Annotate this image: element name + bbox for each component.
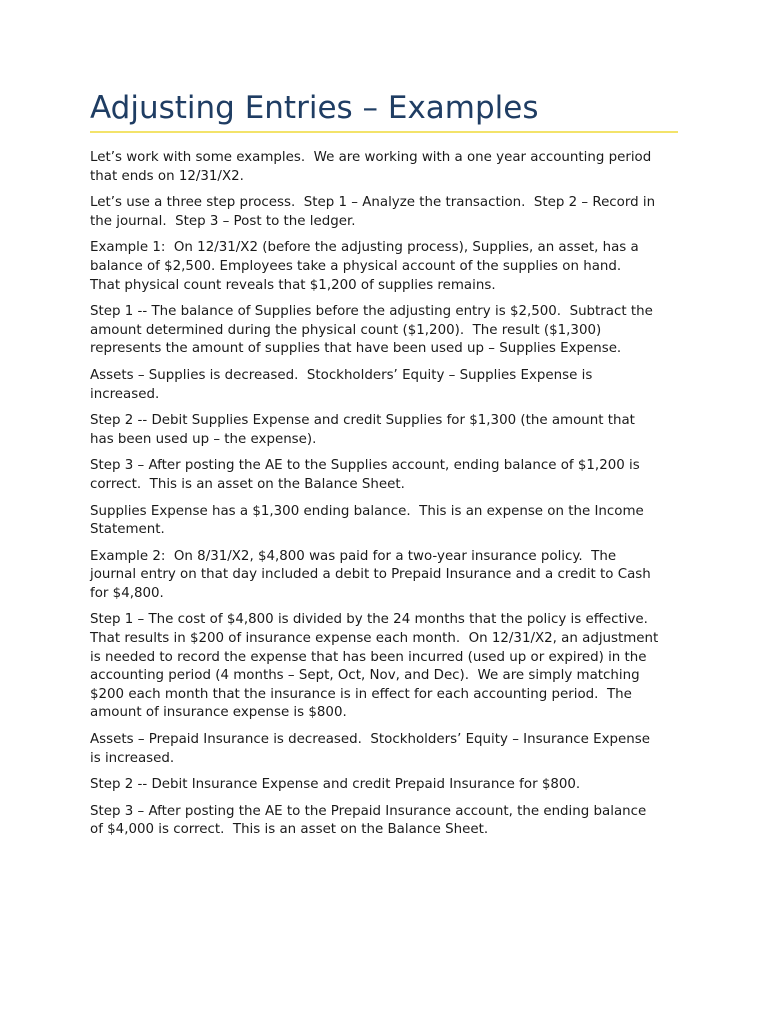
paragraph-line: Step 2 -- Debit Insurance Expense and credit Prepaid Insurance for $800.: [90, 777, 581, 793]
paragraph-line: correct. This is an asset on the Balance Sheet.: [90, 476, 405, 492]
paragraph: [90, 803, 690, 840]
paragraph: [90, 548, 690, 604]
paragraph: [90, 776, 690, 795]
paragraph-line: is needed to record the expense that has been incurred (used up or expired) in the: [90, 649, 647, 665]
paragraph: [90, 611, 690, 723]
paragraph-line: Step 3 – After posting the AE to the Supplies account, ending balance of $1,200 is: [90, 458, 640, 474]
paragraph-line: Step 3 – After posting the AE to the Prepaid Insurance account, the ending balance: [90, 803, 647, 819]
paragraph-line: has been used up – the expense).: [90, 431, 317, 447]
paragraph-line: that ends on 12/31/X2.: [90, 168, 244, 184]
paragraph-line: amount determined during the physical count ($1,200). The result ($1,300): [90, 322, 602, 338]
paragraph-line: the journal. Step 3 – Post to the ledger.: [90, 213, 356, 229]
paragraph-line: Let’s use a three step process. Step 1 – Analyze the transaction. Step 2 – Record in: [90, 195, 656, 211]
paragraph-line: That results in $200 of insurance expense each month. On 12/31/X2, an adjustment: [90, 631, 659, 647]
paragraph-line: of $4,000 is correct. This is an asset on the Balance Sheet.: [90, 822, 489, 838]
title-underline: [90, 131, 678, 133]
paragraph: [90, 149, 690, 186]
paragraph-line: Assets – Supplies is decreased. Stockholders’ Equity – Supplies Expense is: [90, 367, 593, 383]
document-body: [90, 149, 690, 848]
paragraph: [90, 239, 690, 295]
paragraph: [90, 194, 690, 231]
paragraph-line: Step 1 -- The balance of Supplies before the adjusting entry is $2,500. Subtract the: [90, 304, 653, 320]
paragraph-line: journal entry on that day included a debit to Prepaid Insurance and a credit to Cash: [90, 567, 651, 583]
paragraph-line: is increased.: [90, 750, 175, 766]
paragraph-line: amount of insurance expense is $800.: [90, 705, 347, 721]
paragraph: [90, 303, 690, 359]
paragraph-line: Step 1 – The cost of $4,800 is divided by the 24 months that the policy is effective.: [90, 612, 648, 628]
paragraph-line: $200 each month that the insurance is in effect for each accounting period. The: [90, 686, 632, 702]
paragraph-line: That physical count reveals that $1,200 of supplies remains.: [90, 277, 496, 293]
document-title: Adjusting Entries – Examples: [90, 90, 539, 126]
paragraph-line: Example 2: On 8/31/X2, $4,800 was paid for a two-year insurance policy. The: [90, 548, 617, 564]
paragraph-line: Let’s work with some examples. We are working with a one year accounting period: [90, 150, 652, 165]
paragraph: [90, 367, 690, 404]
paragraph: [90, 731, 690, 768]
paragraph-line: Statement.: [90, 522, 165, 538]
paragraph-line: Assets – Prepaid Insurance is decreased. Stockholders’ Equity – Insurance Expense: [90, 732, 650, 748]
paragraph-line: balance of $2,500. Employees take a physical account of the supplies on hand.: [90, 258, 622, 274]
paragraph-line: Example 1: On 12/31/X2 (before the adjusting process), Supplies, an asset, has a: [90, 240, 639, 256]
paragraph-line: accounting period (4 months – Sept, Oct, Nov, and Dec). We are simply matching: [90, 668, 640, 684]
paragraph: [90, 503, 690, 540]
paragraph: [90, 457, 690, 494]
paragraph-line: for $4,800.: [90, 585, 164, 601]
paragraph-line: Step 2 -- Debit Supplies Expense and credit Supplies for $1,300 (the amount that: [90, 413, 635, 429]
paragraph-line: Supplies Expense has a $1,300 ending balance. This is an expense on the Income: [90, 503, 644, 519]
paragraph-line: represents the amount of supplies that have been used up – Supplies Expense.: [90, 341, 622, 357]
paragraph: [90, 412, 690, 449]
paragraph-line: increased.: [90, 386, 160, 402]
